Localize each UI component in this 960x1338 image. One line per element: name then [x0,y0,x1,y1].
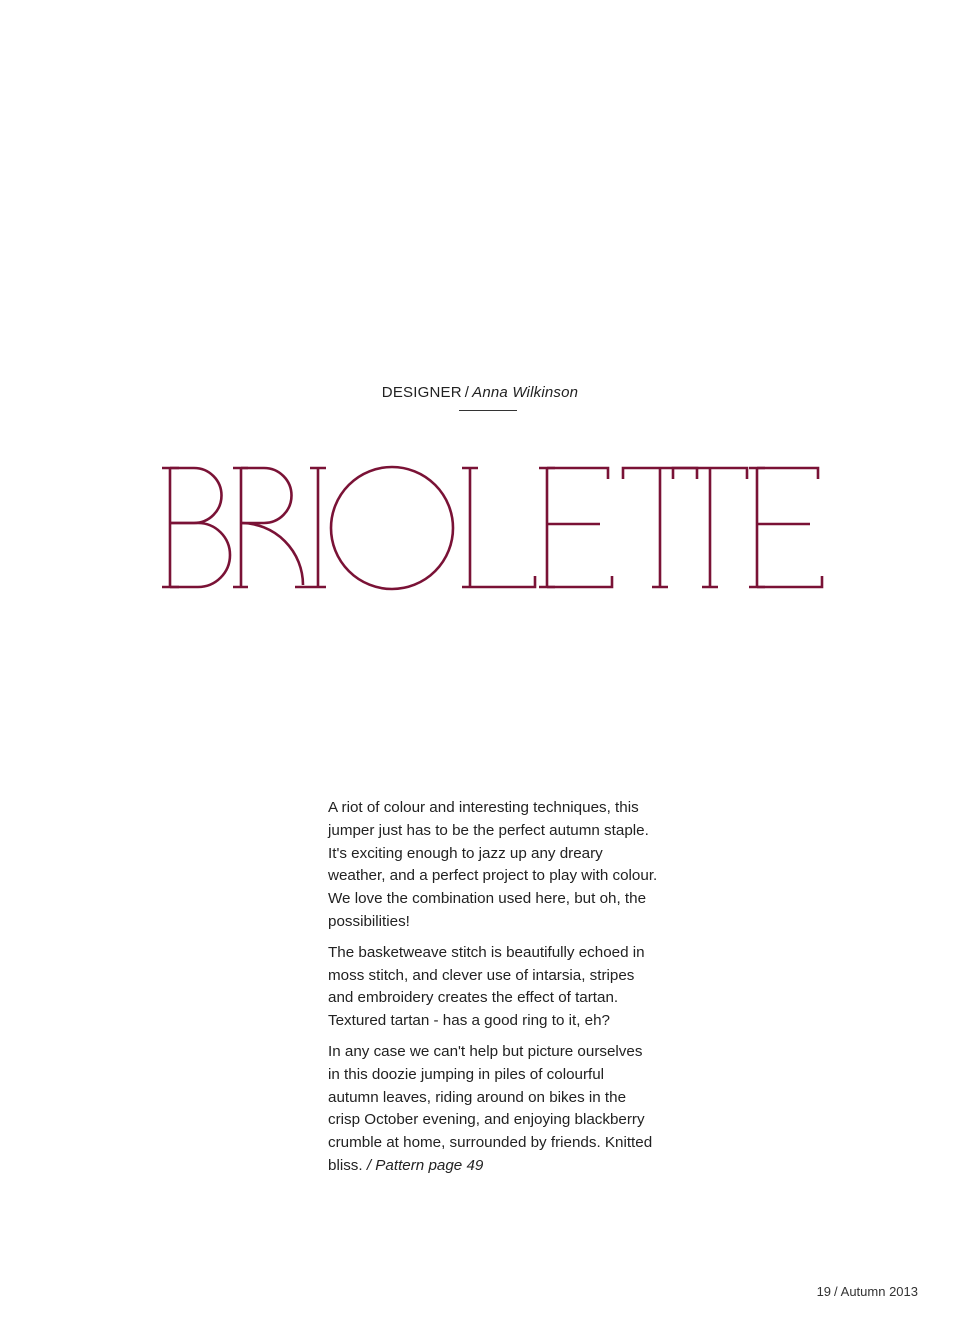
body-paragraph-2: The basketweave stitch is beautifully echoed in moss stitch, and clever use of intarsia, stripes and embroidery creates the effect of tartan. Textured tartan - has a good ring to it, eh? [328,943,645,1030]
title-letter-i [310,468,326,587]
title-letter-o [331,467,453,589]
page-folio [817,1284,918,1299]
body-paragraph-3-text: In any case we can't help but picture ourselves in this doozie jumping in piles of colourful autumn leaves, riding around on bikes in the crisp October evening, and enjoying blackberry crumble at home, surrounded by friends. Knitted bliss. [328,1042,653,1174]
title-letter-r [233,468,310,587]
pattern-page-reference: / Pattern page 49 [366,1156,484,1174]
designer-name: Anna Wilkinson [472,384,579,401]
byline-underline [459,410,517,411]
title-letter-t2 [673,468,747,587]
byline-separator: / [464,384,470,401]
body-paragraph-1: A riot of colour and interesting techniques, this jumper just has to be the perfect autumn staple. It's exciting enough to jazz up any dreary weather, and a perfect project to play with colour. We love the combination used here, but oh, the possibilities! [328,799,658,930]
issue-label: Autumn 2013 [840,1284,918,1299]
page-title-text [0,21,1,22]
title-letter-e [539,468,612,587]
title-letter-t1 [623,468,697,587]
page-number: 19 [816,1284,832,1299]
title-letter-e2 [749,468,822,587]
designer-byline [0,384,960,401]
body-paragraph-3 [328,1041,658,1178]
designer-label: DESIGNER [381,384,462,401]
folio-separator: / [834,1284,838,1299]
article-body [328,797,658,1186]
title-letter-b [162,468,230,587]
title-letter-l [462,468,535,587]
